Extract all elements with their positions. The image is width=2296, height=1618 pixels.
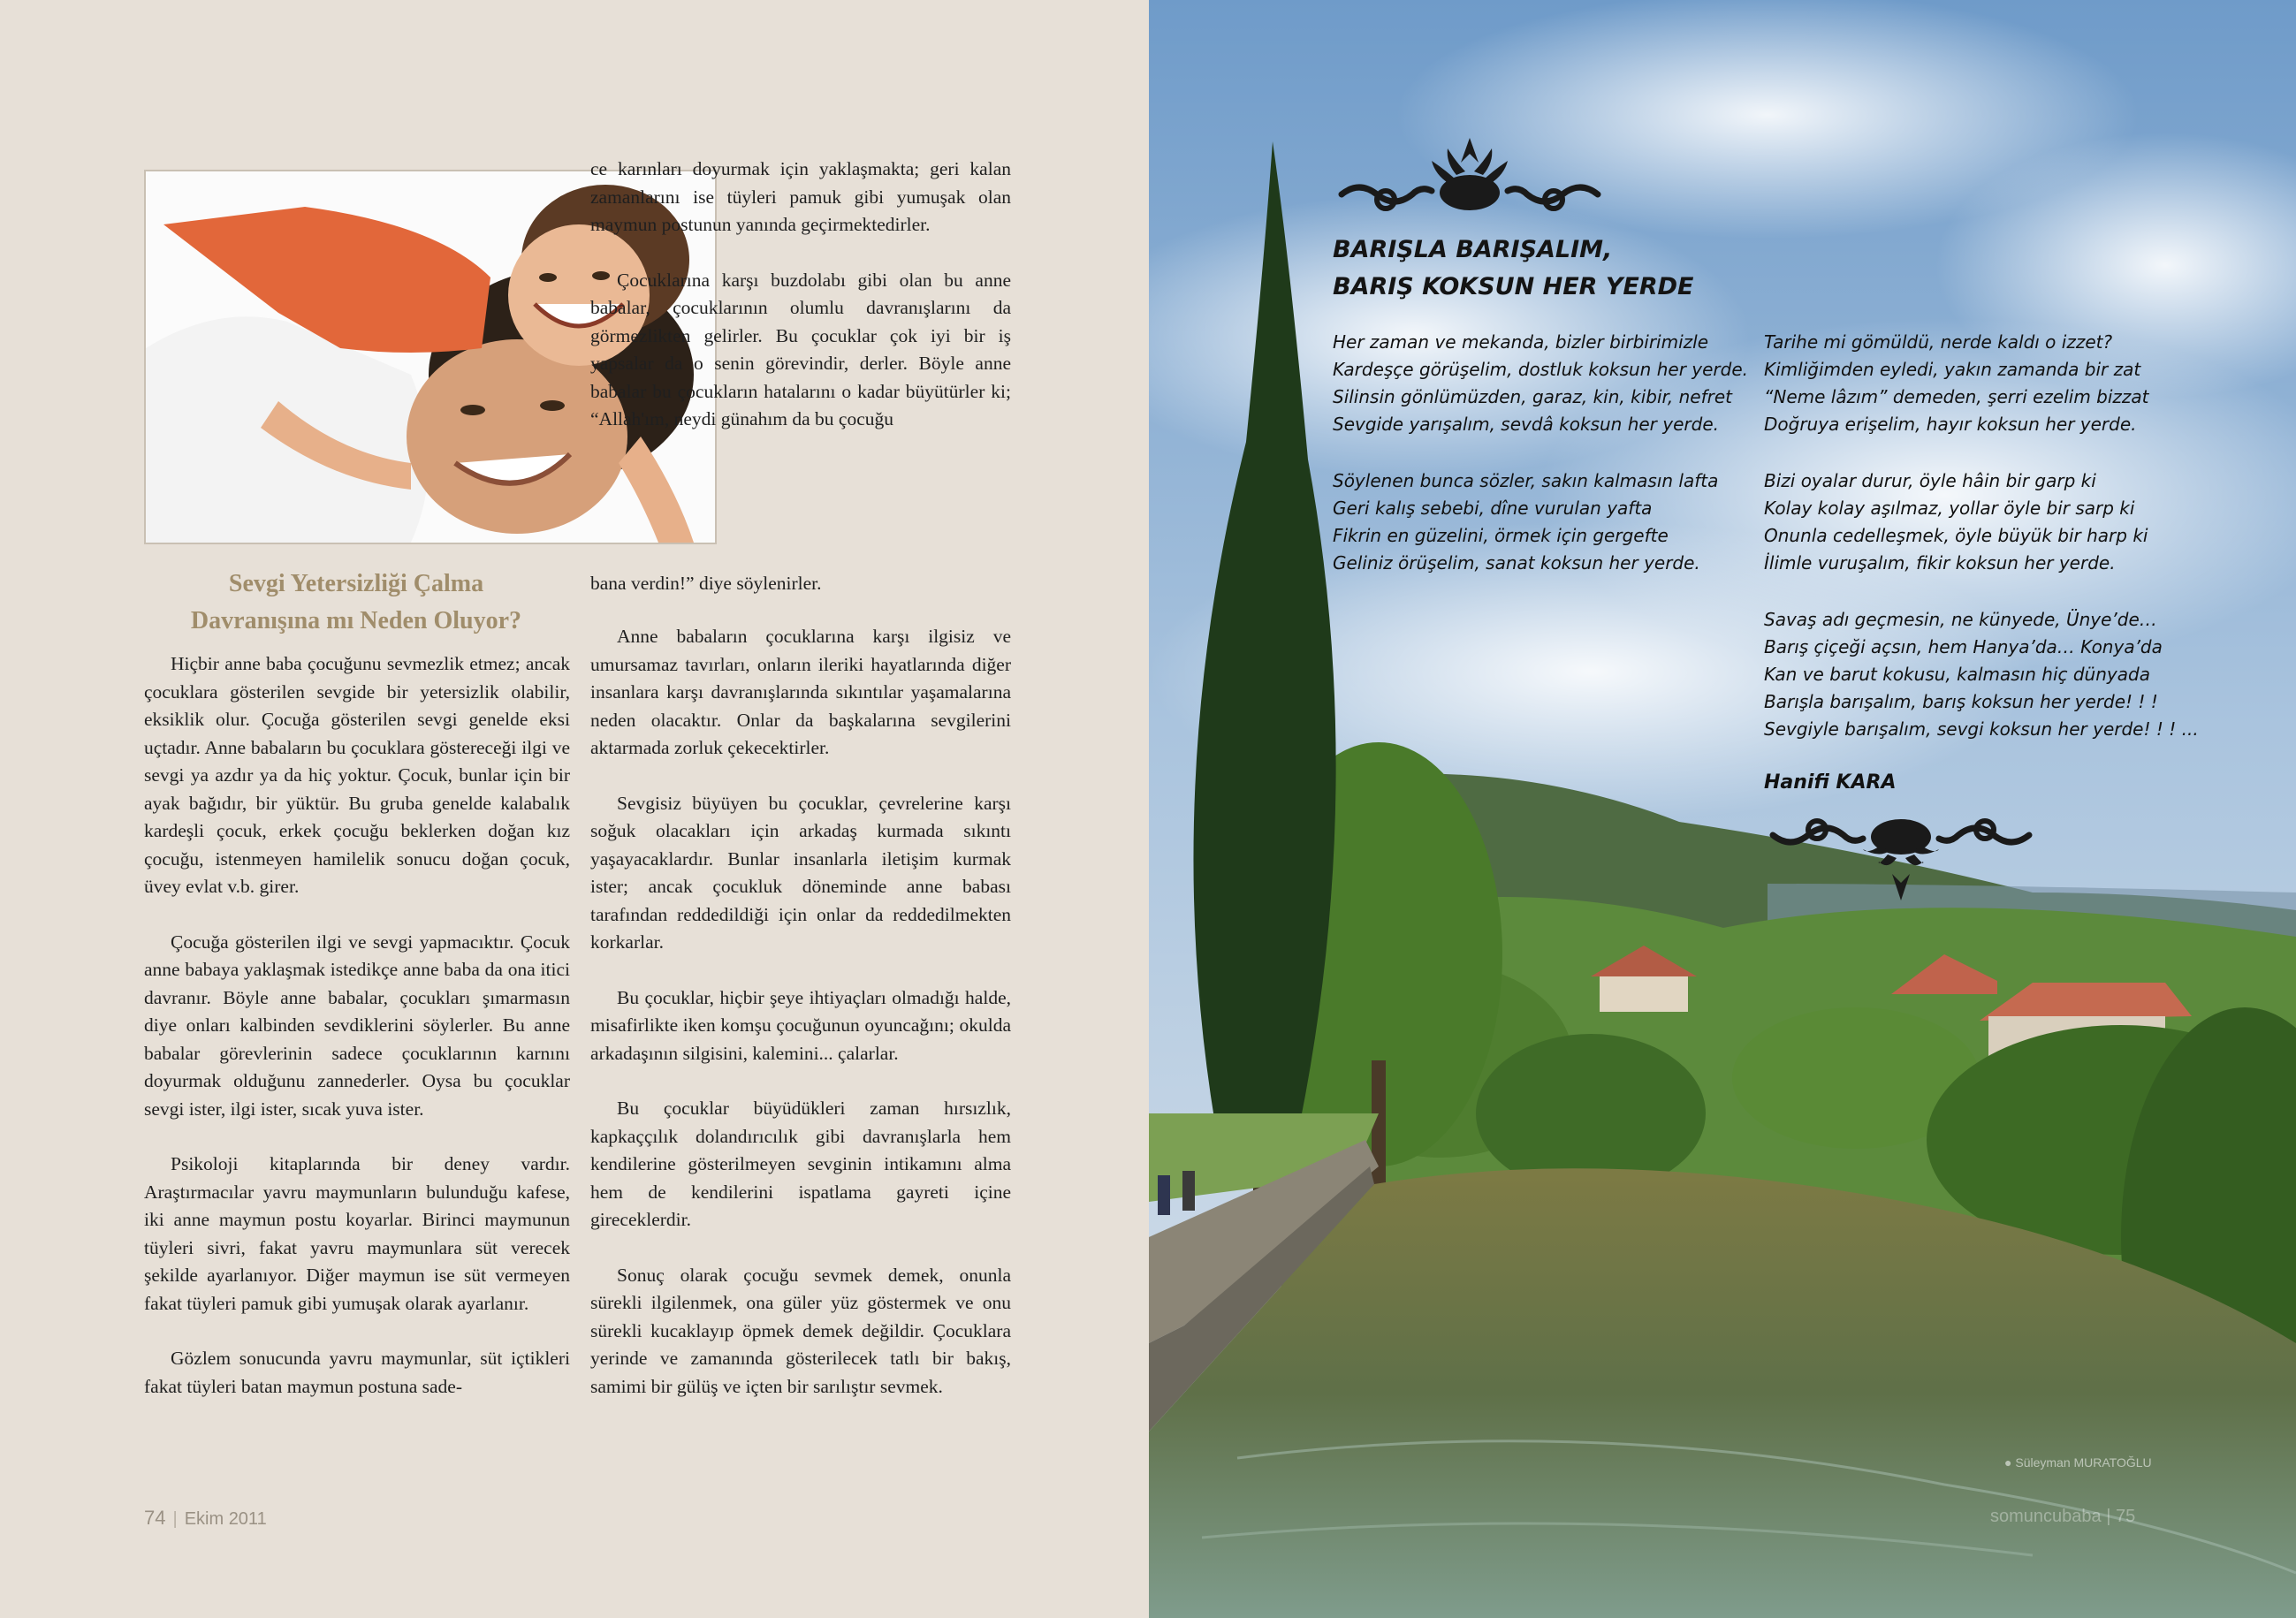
floral-ornament-bottom xyxy=(1764,809,2038,906)
photo-credit-text: Süleyman MURATOĞLU xyxy=(2015,1455,2152,1470)
paragraph: Çocuklarına karşı buzdolabı gibi olan bu anne babalar, çocuklarının olumlu davranışlarını da görmezlikten gelirler. Bu çocuklar çok iyi bir iş yapsalar da o senin görevindir, derler. Böyle anne babalar bu çocukların hatalarını o kadar büyütürler ki; “Allah'ım, neydi günahım da bu çocuğu xyxy=(590,269,1011,429)
article-right-column xyxy=(590,156,1011,434)
paragraph: Psikoloji kitaplarında bir deney vardır. Araştırmacılar yavru maymunların bulunduğu kafese, iki anne maymun postu koyarlar. Birinci maymunun tüyleri sivri, fakat yavru maymunlara süt verecek şekilde ayarlanıyor. Diğer maymun ise süt vermeyen fakat tüyleri pamuk gibi yumuşak olarak ayarlanır. xyxy=(144,1153,570,1314)
poem-line: Onunla cedelleşmek, öyle büyük bir harp ki xyxy=(1764,525,2148,546)
poem-line: Sevgide yarışalım, sevdâ koksun her yerde. xyxy=(1333,414,1719,435)
paragraph: Bu çocuklar, hiçbir şeye ihtiyaçları olmadığı halde, misafirlikte iken komşu çocuğunun oyuncağını; okulda arkadaşının silgisini, kalemini... çalarlar. xyxy=(590,986,1011,1064)
poem-line: Barışla barışalım, barış koksun her yerde! ! ! xyxy=(1764,691,2158,712)
paragraph-tail: bana verdin!” diye söylenirler. xyxy=(590,573,822,594)
paragraph: Sonuç olarak çocuğu sevmek demek, onunla sürekli ilgilenmek, ona güler yüz göstermek ve onu sürekli kucaklayıp öpmek demek değildir. Çocuklara yerinde ve zamanında gösterilecek tatlı bir bakış, samimi bir gülüş ve içten bir sarılıştır sevmek. xyxy=(590,1264,1011,1397)
poem-stanza-2 xyxy=(1333,467,1718,577)
poem-line: Geri kalış sebebi, dîne vurulan yafta xyxy=(1333,498,1653,519)
footer-separator: | xyxy=(172,1509,178,1529)
article-heading xyxy=(144,566,568,640)
poem-title-line-1: BARIŞLA BARIŞALIM, xyxy=(1333,236,1613,263)
page-footer-right: somuncubaba | 75 xyxy=(1990,1507,2136,1526)
issue-date: Ekim 2011 xyxy=(184,1509,267,1529)
poem-line: Doğruya erişelim, hayır koksun her yerde. xyxy=(1764,414,2137,435)
poem-line: İlimle vuruşalım, fikir koksun her yerde. xyxy=(1764,552,2116,574)
poem-stanza-3 xyxy=(1764,329,2149,438)
poem-line: Kolay kolay aşılmaz, yollar öyle bir sarp ki xyxy=(1764,498,2135,519)
poem-author: Hanifi KARA xyxy=(1764,771,1897,794)
poem-stanza-5 xyxy=(1764,606,2199,743)
poem-line: Tarihe mi gömüldü, nerde kaldı o izzet? xyxy=(1764,331,2113,353)
paragraph: Çocuğa gösterilen ilgi ve sevgi yapmacıktır. Çocuk anne babaya yaklaşmak istedikçe anne baba da ona itici davranır. Böyle anne babalar, çocukları şımarmasın diye onları kalbinden sevdiklerini söylerler. Bu anne babalar görevlerinin sadece çocuklarının karnını doyurmak olduğunu zannederler. Oysa bu çocuklar sevgi ister, ilgi ister, sıcak yuva ister. xyxy=(144,931,570,1120)
paragraph: Sevgisiz büyüyen bu çocuklar, çevrelerine karşı soğuk olacakları için arkadaş kurmada sıkıntı yaşayacaklardır. Bunlar insanlarla iletişim kurmak ister; ancak çocukluk döneminde anne babası tarafından reddedildiği için onlar da reddedilmekten korkarlar. xyxy=(590,792,1011,953)
paragraph-continuation: ce karınları doyurmak için yaklaşmakta; geri kalan zamanlarını ise tüyleri pamuk gibi yumuşak olan maymun postunun yanında geçirmektedirler. xyxy=(590,158,1011,235)
poem-line: Sevgiyle barışalım, sevgi koksun her yerde! ! ! ... xyxy=(1764,718,2199,740)
article-right-column-lower xyxy=(590,623,1011,1428)
poem-line: Kan ve barut kokusu, kalmasın hiç dünyada xyxy=(1764,664,2150,685)
poem-line: Fikrin en güzelini, örmek için gergefte xyxy=(1333,525,1669,546)
poem-line: Savaş adı geçmesin, ne künyede, Ünye’de… xyxy=(1764,609,2157,630)
paragraph: Anne babaların çocuklarına karşı ilgisiz ve umursamaz tavırları, onların ileriki hayatlarında diğer insanlara karşı davranışlarında sıkıntılar yaşamalarına neden olacaktır. Onlar da başkalarına sevgilerini aktarmada zorluk çekecektirler. xyxy=(590,626,1011,758)
article-left-column xyxy=(144,650,570,1428)
poem-line: “Neme lâzım” demeden, şerri ezelim bizzat xyxy=(1764,386,2149,407)
poem-line: Kardeşçe görüşelim, dostluk koksun her yerde. xyxy=(1333,359,1748,380)
article-heading-line-1: Sevgi Yetersizliği Çalma xyxy=(228,570,484,597)
paragraph: Hiçbir anne baba çocuğunu sevmezlik etmez; ancak çocuklara gösterilen sevgide bir yetersizlik olabilir, eksiklik olur. Çocuğa gösterilen sevgi genelde eksi uçtadır. Anne babaların bu çocuklara göstereceği ilgi ve sevgi ya azdır ya da hiç yoktur. Çocuk, bunlar için bir ayak bağıdır, bir yüktür. Bu gruba genelde kalabalık kardeşli çocuk, erkek çocuğu beklerken doğan kız çocuğu, istenmeyen hamilelik sonucu doğan çocuk, üvey evlat v.b. girer. xyxy=(144,653,570,897)
page-footer-left xyxy=(144,1507,267,1530)
poem-line: Her zaman ve mekanda, bizler birbirimizle xyxy=(1333,331,1709,353)
poem-stanza-4 xyxy=(1764,467,2148,577)
poem-line: Söylenen bunca sözler, sakın kalmasın lafta xyxy=(1333,470,1719,491)
poem-line: Kimliğimden eyledi, yakın zamanda bir zat xyxy=(1764,359,2141,380)
poem-stanza-1 xyxy=(1333,329,1748,438)
poem-title xyxy=(1333,232,1881,306)
poem-line: Bizi oyalar durur, öyle hâin bir garp ki xyxy=(1764,470,2096,491)
paragraph: Gözlem sonucunda yavru maymunlar, süt içtikleri fakat tüyleri batan maymun postuna sade- xyxy=(144,1348,570,1397)
paragraph: Bu çocuklar büyüdükleri zaman hırsızlık, kapkaççılık dolandırıcılık gibi davranışlarla hem kendilerine gösterilmeyen sevginin intikamını alma hem de kendilerini ispatlama gayreti içine gireceklerdir. xyxy=(590,1098,1011,1230)
poem-line: Geliniz örüşelim, sanat koksun her yerde. xyxy=(1333,552,1700,574)
page-number: 74 xyxy=(144,1507,166,1529)
poem-title-line-2: BARIŞ KOKSUN HER YERDE xyxy=(1333,273,1694,300)
floral-ornament-top xyxy=(1333,136,1607,221)
poem-line: Barış çiçeği açsın, hem Hanya’da… Konya’da xyxy=(1764,636,2163,657)
article-heading-line-2: Davranışına mı Neden Oluyor? xyxy=(190,607,522,634)
camera-icon: ● xyxy=(2004,1455,2012,1470)
photo-credit xyxy=(2004,1455,2152,1470)
poem-line: Silinsin gönlümüzden, garaz, kin, kibir, nefret xyxy=(1333,386,1732,407)
